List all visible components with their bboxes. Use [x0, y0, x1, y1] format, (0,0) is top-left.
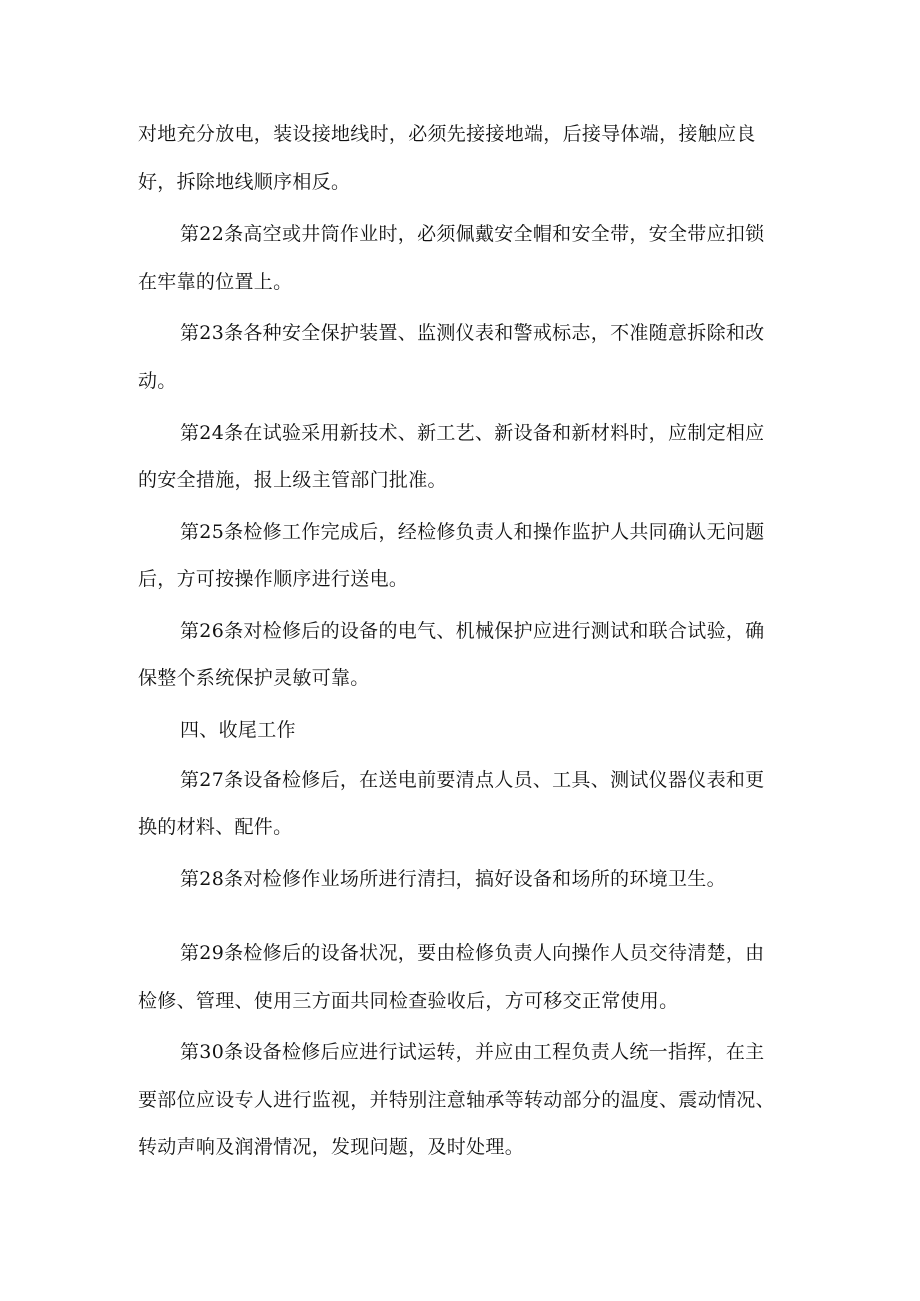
- article-24-line: 第24条在试验采用新技术、新工艺、新设备和新材料时，应制定相应: [180, 422, 765, 444]
- text-line: 检修、管理、使用三方面共同检查验收后，方可移交正常使用。: [138, 990, 679, 1012]
- text-line: 在牢靠的位置上。: [138, 271, 293, 293]
- article-26-line: 第26条对检修后的设备的电气、机械保护应进行测试和联合试验，确: [180, 620, 765, 642]
- article-23-line: 第23条各种安全保护装置、监测仪表和警戒标志，不准随意拆除和改: [180, 322, 765, 344]
- article-27-line: 第27条设备检修后，在送电前要清点人员、工具、测试仪器仪表和更: [180, 769, 765, 791]
- article-29-line: 第29条检修后的设备状况，要由检修负责人向操作人员交待清楚，由: [180, 942, 765, 964]
- article-22-line: 第22条高空或井筒作业时，必须佩戴安全帽和安全带，安全带应扣锁: [180, 223, 765, 245]
- text-line: 的安全措施，报上级主管部门批准。: [138, 469, 447, 491]
- article-28-line: 第28条对检修作业场所进行清扫，搞好设备和场所的环境卫生。: [180, 868, 726, 890]
- text-line: 动。: [138, 370, 177, 392]
- text-line: 对地充分放电，装设接地线时，必须先接接地端，后接导体端，接触应良: [138, 123, 756, 145]
- text-line: 好，拆除地线顺序相反。: [138, 171, 351, 193]
- article-25-line: 第25条检修工作完成后，经检修负责人和操作监护人共同确认无问题: [180, 521, 765, 543]
- text-line: 后，方可按操作顺序进行送电。: [138, 568, 409, 590]
- text-line: 要部位应设专人进行监视，并特别注意轴承等转动部分的温度、震动情况、: [138, 1089, 775, 1111]
- text-line: 转动声响及润滑情况，发现问题，及时处理。: [138, 1136, 525, 1158]
- text-line: 保整个系统保护灵敏可靠。: [138, 667, 370, 689]
- text-line: 换的材料、配件。: [138, 816, 293, 838]
- section-heading: 四、收尾工作: [180, 719, 296, 741]
- article-30-line: 第30条设备检修后应进行试运转，并应由工程负责人统一指挥，在主: [180, 1041, 765, 1063]
